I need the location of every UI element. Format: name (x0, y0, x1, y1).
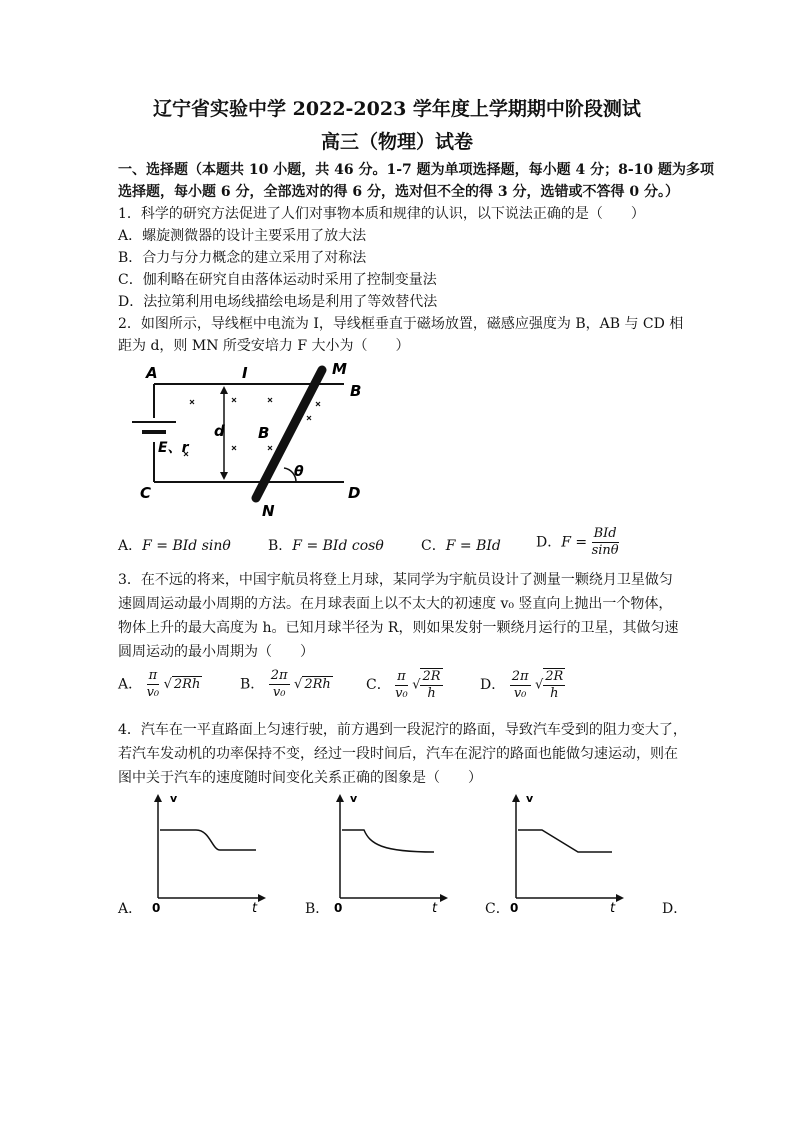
q4-graph-a-letter: A． (118, 901, 143, 917)
exam-subtitle: 高三（物理）试卷 (320, 131, 473, 153)
q3-option-d: D． $\frac{2\pi}{\text{v₀}}$ √ $\frac{2R}{h}$ (480, 668, 564, 701)
q4-line3: 图中关于汽车的速度随时间变化关系正确的图象是（ ） (118, 770, 482, 786)
q2-option-a: A．F = BId sinθ (118, 538, 231, 554)
label-theta: θ (294, 464, 304, 480)
q4-graph-c-letter: C． (485, 901, 510, 917)
q4-graph-c (498, 788, 628, 916)
section-heading-line2: 选择题，每小题 6 分，全部选对的得 6 分，选对但不全的得 3 分，选错或不答得 0 分。） (118, 184, 679, 200)
svg-text:v: v (350, 792, 358, 805)
q1-option-d: D．法拉第利用电场线描绘电场是利用了等效替代法 (118, 294, 438, 310)
label-b: B (350, 382, 362, 400)
q2-option-d: D．F = $\frac{\text{BId}}{\sin\theta}$ (536, 526, 619, 558)
svg-text:v: v (526, 792, 534, 805)
svg-text:0: 0 (152, 901, 161, 915)
velocity-curve-c (518, 830, 612, 852)
velocity-curve-b (342, 830, 434, 852)
q4-graph-d-letter: D． (662, 901, 688, 917)
svg-text:v: v (170, 792, 178, 805)
svg-text:t: t (432, 901, 438, 916)
q4-line1: 4．汽车在一平直路面上匀速行驶，前方遇到一段泥泞的路面，导致汽车受到的阻力变大了， (118, 722, 687, 738)
exam-title: 辽宁省实验中学 2022-2023 学年度上学期期中阶段测试 (153, 98, 641, 120)
svg-text:t: t (252, 901, 258, 916)
q3-line3: 物体上升的最大高度为 h。已知月球半径为 R，则如果发射一颗绕月运行的卫星，其做匀速 (118, 620, 679, 636)
label-field-b: B (258, 424, 270, 442)
section-heading-line1: 一、选择题（本题共 10 小题，共 46 分。1-7 题为单项选择题，每小题 4 分；8-10 题为多项 (118, 162, 715, 178)
q1-stem: 1．科学的研究方法促进了人们对事物本质和规律的认识，以下说法正确的是（ ） (118, 206, 645, 222)
q3-option-c: C． $\frac{\pi}{\text{v₀}}$ √ $\frac{2R}{h}$ (366, 668, 441, 701)
label-d: d (214, 422, 225, 440)
q4-graph-a (140, 788, 270, 916)
q2-stem-line2: 距为 d，则 MN 所受安培力 F 大小为（ ） (118, 338, 410, 354)
q1-option-b: B．合力与分力概念的建立采用了对称法 (118, 250, 367, 266)
q2-circuit-figure (124, 360, 374, 520)
svg-text:0: 0 (510, 901, 519, 915)
q1-option-a: A．螺旋测微器的设计主要采用了放大法 (118, 228, 367, 244)
q3-option-a: A． $\frac{\pi}{\text{v₀}}$ √ 2Rh (118, 668, 201, 700)
q4-graph-b-letter: B． (305, 901, 330, 917)
q3-option-b: B． $\frac{2\pi}{\text{v₀}}$ √ 2Rh (240, 668, 331, 700)
label-i: I (242, 364, 248, 382)
q2-option-c: C．F = BId (421, 538, 501, 554)
velocity-curve-a (160, 830, 256, 850)
q3-line1: 3．在不远的将来，中国宇航员将登上月球，某同学为宇航员设计了测量一颗绕月卫星做匀 (118, 572, 673, 588)
q3-line4: 圆周运动的最小周期为（ ） (118, 644, 314, 660)
svg-text:t: t (610, 901, 616, 916)
q2-option-b: B．F = BId cosθ (268, 538, 384, 554)
q3-line2: 速圆周运动最小周期的方法。在月球表面上以不太大的初速度 v₀ 竖直向上抛出一个物体， (118, 596, 673, 612)
label-d-point: D (348, 484, 361, 502)
q2-stem-line1: 2．如图所示，导线框中电流为 I，导线框垂直于磁场放置，磁感应强度为 B，AB 与 CD 相 (118, 316, 684, 332)
label-m: M (332, 360, 347, 378)
label-source: E、r (158, 440, 189, 456)
label-n: N (262, 502, 275, 520)
q1-option-c: C．伽利略在研究自由落体运动时采用了控制变量法 (118, 272, 437, 288)
svg-text:0: 0 (334, 901, 343, 915)
label-a: A (146, 364, 158, 382)
q4-graph-b (322, 788, 452, 916)
label-c: C (140, 484, 152, 502)
q4-line2: 若汽车发动机的功率保持不变，经过一段时间后，汽车在泥泞的路面也能做匀速运动，则在 (118, 746, 678, 762)
